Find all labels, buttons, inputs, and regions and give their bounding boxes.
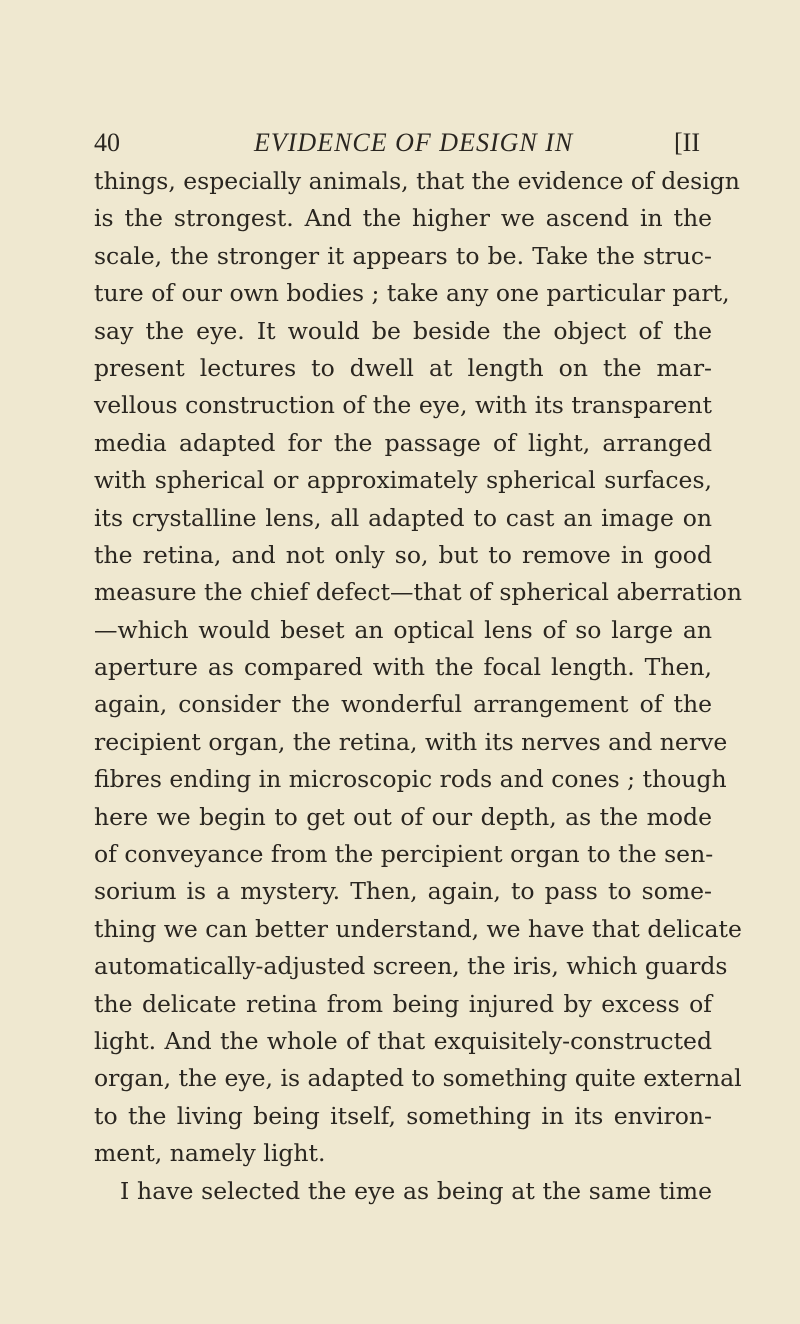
page-number: 40	[94, 128, 120, 157]
text-line: thing we can better understand, we have that delicate	[94, 914, 742, 943]
text-line: its crystalline lens, all adapted to cast an image on	[94, 503, 712, 532]
text-line: with spherical or approximately spherical surfaces,	[94, 466, 712, 495]
running-head	[94, 128, 700, 164]
text-line: say the eye. It would be beside the object of the	[94, 316, 712, 345]
text-line: to the living being itself, something in its environ-	[94, 1101, 712, 1130]
text-line: automatically-adjusted screen, the iris, which guards	[94, 952, 728, 981]
text-line: things, especially animals, that the evidence of design	[94, 167, 740, 195]
text-line: —which would beset an optical lens of so large an	[94, 615, 712, 644]
text-line: the delicate retina from being injured by excess of	[94, 989, 712, 1018]
text-line: vellous construction of the eye, with its transparent	[94, 391, 712, 420]
text-line: organ, the eye, is adapted to something quite external	[94, 1064, 742, 1093]
text-line: is the strongest. And the higher we ascend in the	[94, 204, 712, 233]
text-line: the retina, and not only so, but to remove in good	[94, 540, 712, 569]
text-line: scale, the stronger it appears to be. Take the struc-	[94, 241, 712, 270]
text-line: again, consider the wonderful arrangement of the	[94, 690, 712, 719]
text-line: I have selected the eye as being at the same time	[120, 1176, 712, 1205]
text-line: recipient organ, the retina, with its nerves and nerve	[94, 727, 728, 756]
text-line: aperture as compared with the focal length. Then,	[94, 653, 712, 682]
text-line: of conveyance from the percipient organ to the sen-	[94, 840, 714, 869]
text-line: ture of our own bodies ; take any one particular part,	[94, 279, 730, 308]
text-line: light. And the whole of that exquisitely-constructed	[94, 1026, 712, 1055]
text-line: sorium is a mystery. Then, again, to pass to some-	[94, 877, 712, 906]
running-title: EVIDENCE OF DESIGN IN	[254, 128, 574, 157]
text-line: fibres ending in microscopic rods and cones ; though	[94, 765, 727, 794]
text-line: measure the chief defect—that of spherical aberration	[94, 578, 743, 607]
chapter-mark: [II	[674, 128, 700, 157]
body-text	[94, 163, 743, 1210]
text-line: media adapted for the passage of light, arranged	[94, 428, 712, 457]
text-line: present lectures to dwell at length on the mar-	[94, 353, 712, 382]
text-line: here we begin to get out of our depth, as the mode	[94, 802, 712, 831]
text-line: ment, namely light.	[94, 1139, 326, 1168]
